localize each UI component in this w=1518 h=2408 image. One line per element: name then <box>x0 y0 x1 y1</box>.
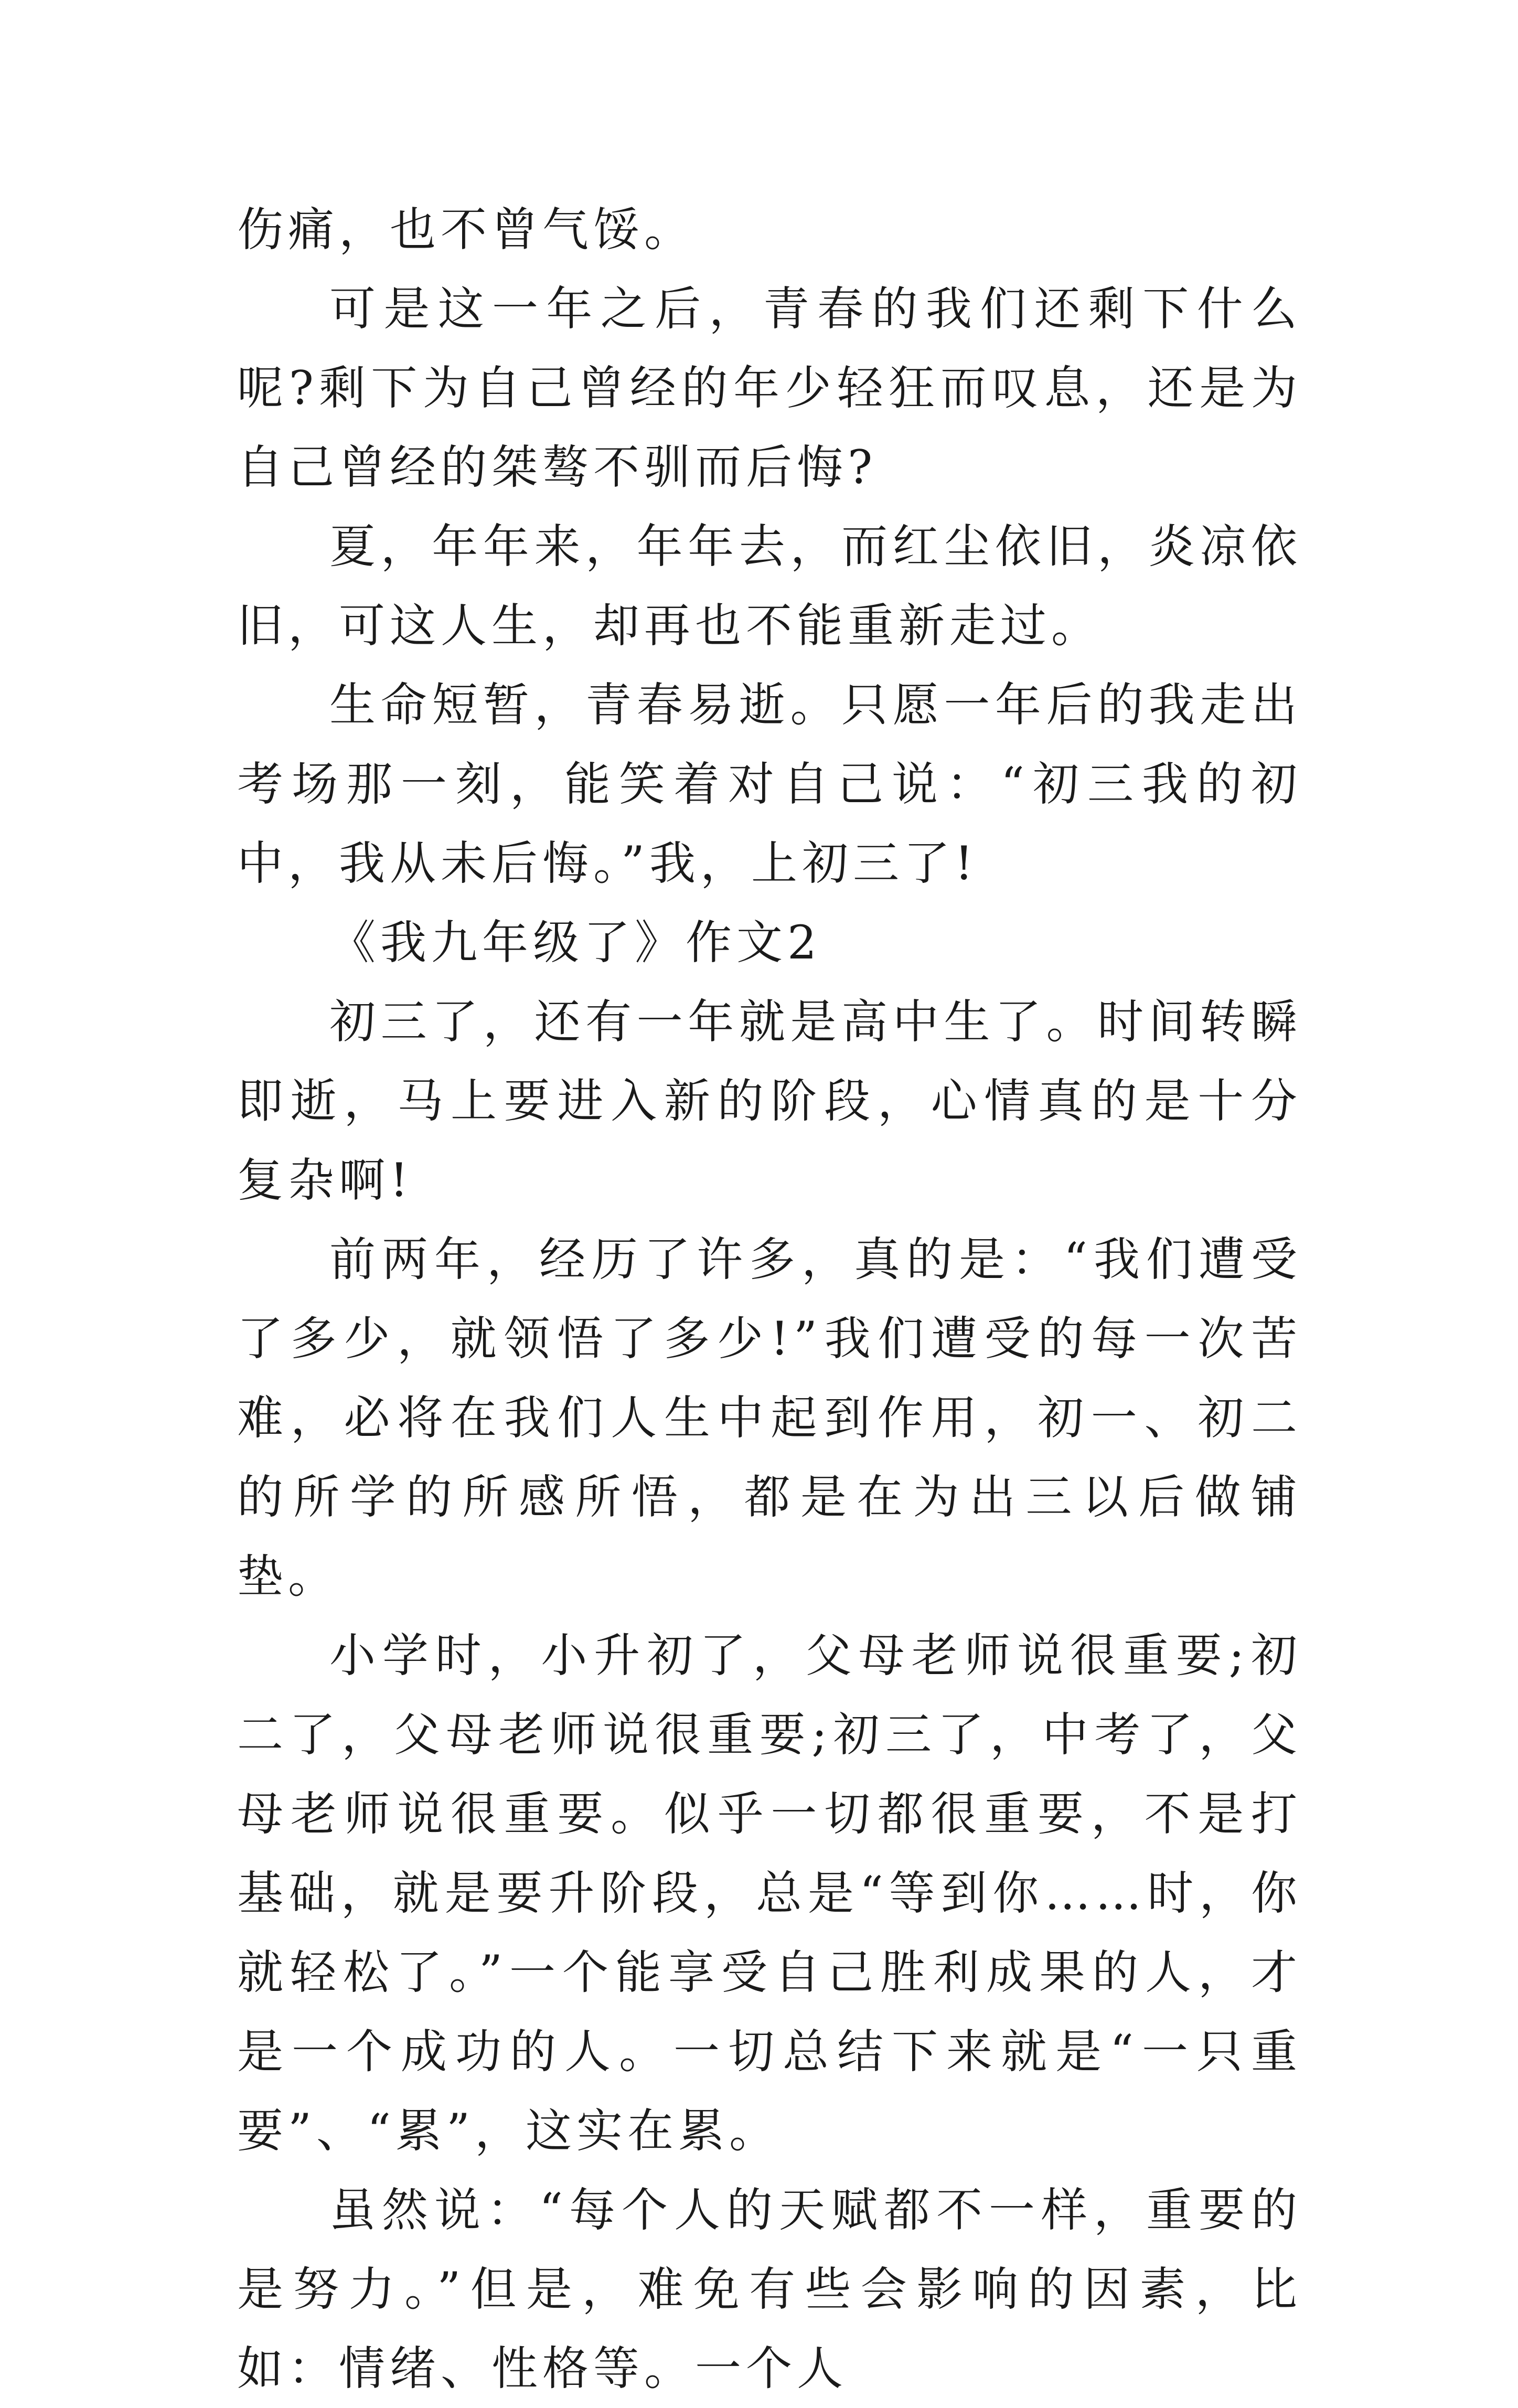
paragraph: 初三了，还有一年就是高中生了。时间转瞬即逝，马上要进入新的阶段，心情真的是十分复杂啊! <box>237 995 1302 1207</box>
paragraph-continuation: 伤痛，也不曾气馁。 <box>237 203 696 257</box>
essay-body <box>237 190 1302 2408</box>
essay-title: 《我九年级了》作文2 <box>329 915 821 969</box>
paragraph: 前两年，经历了许多，真的是：“我们遭受了多少，就领悟了多少!”我们遭受的每一次苦难，必将在我们人生中起到作用，初一、初二的所学的所感所悟，都是在为出三以后做铺垫。 <box>237 1232 1302 1603</box>
paragraph: 可是这一年之后，青春的我们还剩下什么呢?剩下为自己曾经的年少轻狂而叹息，还是为自己曾经的桀骜不驯而后悔? <box>237 282 1302 494</box>
paragraph: 虽然说：“每个人的天赋都不一样，重要的是努力。”但是，难免有些会影响的因素，比如：情绪、性格等。一个人 <box>237 2183 1302 2395</box>
paragraph: 小学时，小升初了，父母老师说很重要;初二了，父母老师说很重要;初三了，中考了，父母老师说很重要。似乎一切都很重要，不是打基础，就是要升阶段，总是“等到你……时，你就轻松了。”一个能享受自己胜利成果的人，才是一个成功的人。一切总结下来就是“一只重要”、“累”，这实在累。 <box>237 1628 1302 2158</box>
paragraph: 生命短暂，青春易逝。只愿一年后的我走出考场那一刻，能笑着对自己说：“初三我的初中，我从未后悔。”我，上初三了! <box>237 678 1302 890</box>
paragraph: 夏，年年来，年年去，而红尘依旧，炎凉依旧，可这人生，却再也不能重新走过。 <box>237 519 1302 653</box>
